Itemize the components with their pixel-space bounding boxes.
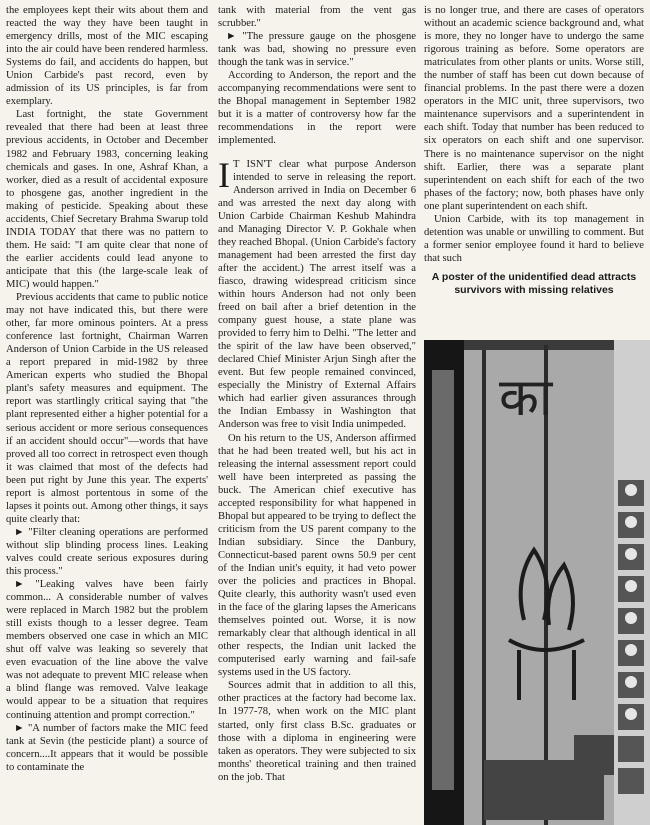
bullet-quote-text: "The pressure gauge on the phosgene tank was bad, showing no pressure even though the tank was in service." [218,31,416,69]
bullet-quote-text: "Leaking valves have been fairly common... A considerable number of valves were replaced in March 1982 but the problem still exists though to a lesser degree. Team members observed one case in which an MIC shut off valve was leaking so severely that even evacuation of the line above the valve was not adequate to prevent MIC release when a blind flange was removed. Valve leakage would appear to be a situation that requires continuing attention and prompt correction." [6,579,208,721]
paragraph: According to Anderson, the report and the accompanying recommendations were sent to the Bhopal management in September 1982 but it is a matter of controversy how far the recommendations in the report were implemented. [218,70,416,147]
paragraph: the employees kept their wits about them and reacted the way they have been taught in emergency drills, most of the MIC escaping into the air could have been rendered harmless. Systems do fail, and accidents do happen, but Union Carbide's past record, even by admission of its US principles, is far from exemplary. [6,5,208,108]
section-paragraph-text: T ISN'T clear what purpose Anderson intended to serve in releasing the report. Anderson arrived in India on December 6 and was arrested the next day along with Union Carbide Chairman Keshub Mahindra and Managing Director V. P. Gokhale when they reached Bhopal. (Union Carbide's factory management had been arrested the first day after the accident.) The arrest itself was a fiasco, drawing widespread criticism since within hours Anderson had not only been freed on bail after a brief detention in the company guest house, a state plane was provided to ferry him to Delhi. "The letter and the spirit of the law have been observed," declared Chief Minister Arjun Singh after the event. But few people remained convinced, especially the Ministry of External Affairs which had earlier given assurances through the Indian Embassy in Washington that Anderson was free to visit India unimpeded. [218,158,416,431]
bullet-quote: ► "Leaking valves have been fairly common... A considerable number of valves were replaced in March 1982 but the problem still exists though to a lesser degree. Team members observed one case in which an MIC shut off valve was leaking so severely that even evacuation of the line above the valve was not adequate to prevent MIC release when a blind flange was removed. Valve leakage would appear to be a situation that requires continuing attention and prompt correction." [6,579,208,721]
paragraph: tank with material from the vent gas scrubber." [218,5,416,30]
photo-caption: A poster of the unidentified dead attracts survivors with missing relatives [431,270,637,296]
poster-photo [424,340,650,825]
paragraph: Union Carbide, with its top management in detention was unable or unwilling to comment. But a former senior employee found it hard to believe that such [424,213,644,264]
bullet-quote: ► "Filter cleaning operations are performed without slip blinding process lines. Leaking valves could create serious exposures during this process." [6,526,208,578]
article-column-3 [424,4,644,334]
poster-photo-image [424,340,650,825]
paragraph: Sources admit that in addition to all this, other practices at the factory had become lax. In 1977-78, when work on the MIC plant started, only first class B.Sc. graduates or those with a diploma in engineering were taken as operators. They were subjected to six months' theoretical training and then trained on the job. That [218,680,416,783]
bullet-quote-text: "A number of factors make the MIC feed tank at Sevin (the pesticide plant) a source of concern....It appears that it would be possible to contaminate the [6,722,208,773]
poster-hindi-lettering: का [499,368,553,428]
drop-cap: I [218,154,230,195]
bullet-quote: ► "A number of factors make the MIC feed tank at Sevin (the pesticide plant) a source of concern....It appears that it would be possible to contaminate the [6,722,208,773]
bullet-quote: ► "The pressure gauge on the phosgene tank was bad, showing no pressure even though the tank was in service." [218,31,416,69]
article-column-1 [6,4,208,822]
article-column-2 [218,4,416,822]
paragraph: Previous accidents that came to public notice may not have indicated this, but there were other, far more ominous pointers. At a press conference last fortnight, Chairman Warren Anderson of Union Carbide in the US released a report prepared in mid-1982 by three American experts who studied the Bhopal plant's safety measures and equipment. The report was startlingly critical saying that "the plant represented either a higher potential for a serious accident or more serious consequences if an accident should occur"—words that have proved all too correct in retrospect even though it was claimed that most of the defects had been put right by June this year. The experts' report is almost portentous in some of the lapses it points out. Among other things, it says quite clearly that: [6,292,208,525]
paragraph: Last fortnight, the state Government revealed that there had been at least three previous accidents, in October and December 1982 and February 1983, concerning leaking chemicals and gases. In one, Ashraf Khan, a worker, died as a result of accidental exposure to phosgene gas, another ingredient in the making of pesticide. Speaking about these accidents, Chief Secretary Brahma Swarup told INDIA TODAY that there was no pattern to them. He said: "I am quite clear that none of the earlier accidents could lead anyone to anticipate that this (the large-scale leak of MIC) would happen." [6,109,208,290]
bullet-quote-text: "Filter cleaning operations are performed without slip blinding process lines. Leaking valves could create serious exposures during this process." [6,526,208,578]
paragraph: is no longer true, and there are cases of operators without an academic science background and, what is more, they no longer have to undergo the same rigorous training as before. Some operators are matriculates from other plants or units. Worse still, the number of staff has been cut down because of financial problems. In the past there were a dozen operators in the MIC unit, three supervisors, two maintenance supervisors and a superintendent in each shift. Today that number has been reduced to six operators on each shift and one supervisor. There is no maintenance supervisor on the night shift. Earlier, there was a separate plant superintendent on each shift for each of the two phases of the factory; now, both phases have only one plant superintendent on each shift. [424,5,644,212]
paragraph: On his return to the US, Anderson affirmed that he had been treated well, but his act in releasing the internal assessment report could well have been interpreted as passing the buck. The American chief executive has accepted responsibility for what happened in Bhopal but appeared to be trying to deflect the criticism from the US parent company to the Indian subsidiary. Since the Danbury, Connecticut-based parent owns 50.9 per cent of the Indian unit's equity, it had veto power over the policies and practices in Bhopal. Quite clearly, this authority wasn't used even in the face of the glaring lapses the Americans themselves pointed out. Worse, it is now remarkably clear that although identical in all other respects, the Indian unit lacked the computerised early warning and fail-safe systems used in the US factory. [218,432,416,679]
section-paragraph [218,154,416,432]
